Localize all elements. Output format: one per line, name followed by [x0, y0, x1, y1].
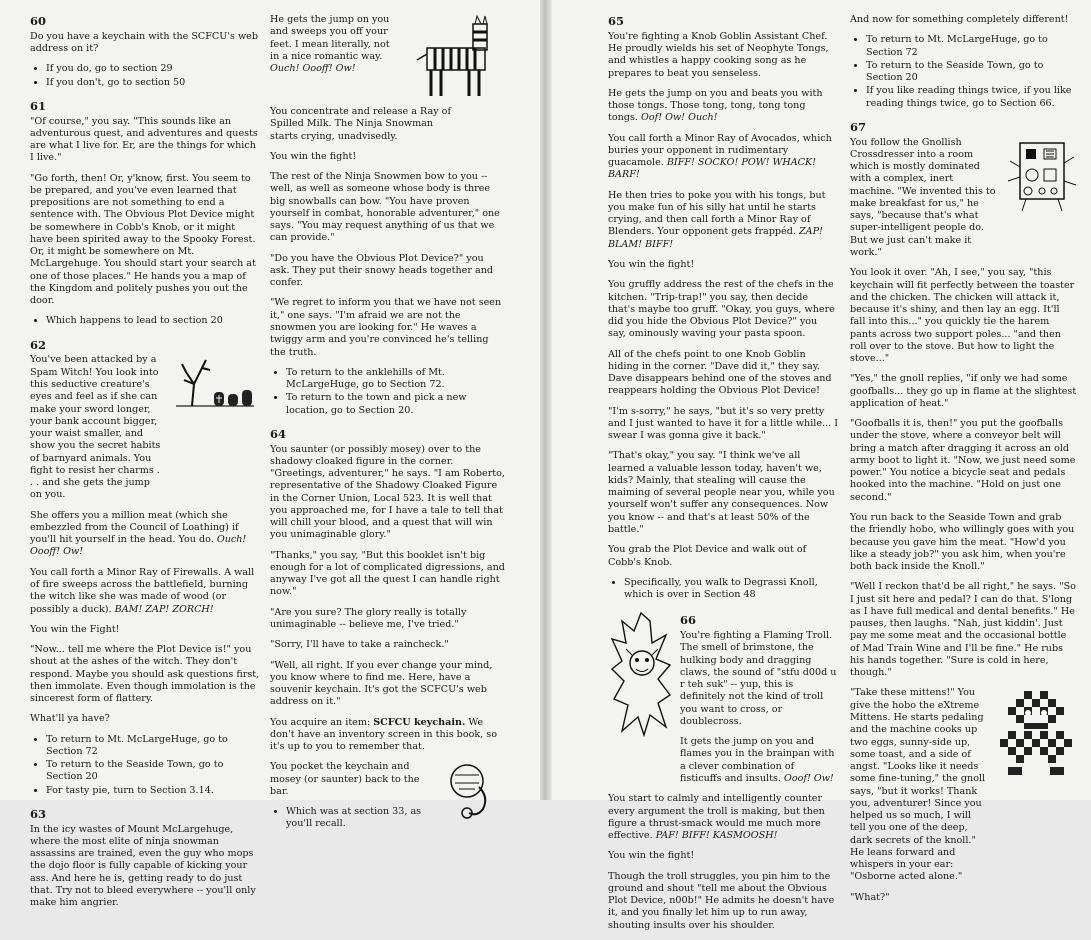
section-number: 61 — [30, 98, 47, 113]
section-number: 63 — [30, 806, 47, 821]
pinata-illustration — [405, 14, 505, 106]
emphasis-text: ZAP! BLAM! BIFF! — [608, 226, 823, 250]
choice-item[interactable]: • If you like reading things twice, if you like reading things twice, go to Section 66. — [866, 85, 1078, 110]
section-text: You're fighting a Knob Goblin Assistant Chef. He proudly wields his set of Neophyte Tongs, and whistles a happy cooking song as he prepares to beat you senseless. — [608, 30, 829, 79]
section-text: She offers you a million meat (which she embezzled from the Council of Loathing) if you'll hit yourself in the head. You do. Ouch! Oooff! Ow! — [30, 509, 247, 558]
section-text: You've been attacked by a Spam Witch! You look into this seductive creature's eyes and feel as if she can make your sword longer, your bank account bigger, your waist smaller, and show you the secret habits of barnyard animals. You fight to resist her charms . . . and she gets the jump on you. — [30, 354, 161, 501]
section-text: "That's okay," you say. "I think we've all learned a valuable lesson today, haven't we, kids? Mainly, that stealing will cause the maiming of several people near you, while you yourself won't suffer any consequences. Now you know -- and that's at least 50% of the battle." — [608, 450, 835, 536]
section-text: All of the chefs point to one Knob Goblin hiding in the corner. "Dave did it," they say. Dave disappears behind one of the stoves and reappears holding the Obvious Plot Device! — [608, 348, 832, 397]
section-text: "Well, all right. If you ever change your mind, you know where to find me. Here, have a souvenir keychain. It's got the SCFCU's web address on it." — [270, 659, 493, 708]
section-66 — [608, 609, 838, 932]
section-text: You win the Fight! — [30, 623, 120, 635]
section-text: You win the fight! — [608, 850, 695, 862]
section-text: You're fighting a Flaming Troll. The smell of brimstone, the hulking body and dragging claws, the sound of "stfu d00d u r teh suk" -- yup, this is definitely not the kind of troll you want to cross, or doublecross. — [680, 630, 837, 727]
choice-list — [270, 806, 437, 831]
section-61 — [30, 99, 260, 328]
choice-list — [30, 63, 260, 89]
choice-item[interactable]: • Which happens to lead to section 20 — [46, 315, 260, 327]
choice-list — [850, 34, 1078, 110]
choice-list — [608, 577, 838, 602]
section-text: He gets the jump on you and beats you with those tongs. Those tong, tong, tong tong tongs. Oof! Ow! Ouch! — [608, 87, 823, 124]
choice-item[interactable]: • For tasty pie, turn to Section 3.14. — [46, 785, 260, 797]
section-number: 62 — [30, 337, 47, 352]
section-64 — [270, 427, 505, 839]
section-text: You win the fight! — [270, 150, 357, 162]
section-62 — [30, 338, 260, 797]
section-text: You follow the Gnollish Crossdresser into a room which is mostly dominated with a complex, inert machine. "We invented this to make breakfast for us," he says, "because that's what super-intelligent people do. But we just can't make it work." — [850, 136, 996, 258]
book-gutter — [540, 0, 552, 800]
emphasis-text: BAM! ZAP! ZORCH! — [114, 603, 214, 615]
section-text: He gets the jump on you and sweeps you off your feet. I mean literally, not in a nice romantic way. Ouch! Oooff! Ow! — [270, 14, 390, 75]
section-text: You gruffly address the rest of the chefs in the kitchen. "Trip-trap!" you say, then decide that's maybe too gruff. "Okay, you guys, where did you hide the Obvious Plot Device?" you say, ominously waving your pasta spoon. — [608, 279, 835, 340]
section-number: 60 — [30, 14, 47, 28]
section-text: You grab the Plot Device and walk out of Cobb's Knob. — [608, 544, 807, 568]
section-text: You run back to the Seaside Town and grab the friendly hobo, who willingly goes with you because you gave him the meat. "How'd you like a steady job?" you ask him, when you're both back inside the Knoll." — [850, 512, 1075, 573]
choice-item[interactable]: • To return to the Seaside Town, go to Section 20 — [866, 60, 1078, 85]
section-number: 64 — [270, 426, 287, 441]
column-2 — [270, 14, 505, 845]
section-text: You look it over. "Ah, I see," you say, "this keychain will fit perfectly between the toaster and the chicken. The chicken will attack it, because it's shiny, and then lay an egg. It'll fall into this..." you quickly tie the harem pants across two support poles... "and then roll over to the stove. But how to light the stove..." — [850, 267, 1075, 365]
section-text: You saunter (or possibly mosey) over to the shadowy cloaked figure in the corner. "Greetings, adventurer," he says. "I am Roberto, representative of the Shadowy Cloaked Figure in the Corner Union, Local 523. It is well that you approached me, for I have a tale to tell that will chill your blood, and a quest that will win you unimaginable glory." — [270, 443, 505, 541]
section-text: "We regret to inform you that we have not seen it," one says. "I'm afraid we are not the snowmen you are looking for." He waves a twiggy arm and you're convinced he's telling the truth. — [270, 297, 502, 358]
choice-item[interactable]: • To return to the anklehills of Mt. McLargeHuge, go to Section 72. — [286, 367, 505, 392]
choice-item[interactable]: • Which was at section 33, as you'll recall. — [286, 806, 437, 831]
choice-item[interactable]: • Specifically, you walk to Degrassi Knoll, which is over in Section 48 — [624, 577, 838, 602]
choice-list — [270, 367, 505, 417]
column-1 — [30, 14, 260, 918]
section-text: "Goofballs it is, then!" you put the goofballs under the stove, where a conveyor belt will bring a match after dragging it across an old army boot to light it. "Now, we just need some power." You notice a bicycle seat and pedals hooked into the machine. "Hold on just one second." — [850, 418, 1076, 503]
flaming-troll-illustration — [608, 609, 674, 739]
choice-item[interactable]: • To return to the Seaside Town, go to Section 20 — [46, 759, 260, 784]
section-number: 65 — [608, 14, 625, 28]
section-number: 67 — [850, 119, 867, 134]
emphasis-text: Ouch! Oooff! Ow! — [270, 63, 356, 75]
choice-list — [30, 734, 260, 797]
section-text: "Well I reckon that'd be all right," he says. "So I just sit here and pedal? I can do that. S'long as I have full medical and dental benefits." He pauses, then laughs. "Nah, just kiddin'. Just pay me some meat and the occasional bottle of Mad Train Wine and I'll be fine." He rubs his hands together. "Sure is cold in here, though." — [850, 581, 1076, 679]
section-text: "Take these mittens!" You give the hobo the eXtreme Mittens. He starts pedaling and the machine cooks up two eggs, sunny-side up, some toast, and a side of angst. "Looks like it needs some fine-tuning," the gnoll says, "but it works! Thank you, adventurer! Since you helped us so much, I will tell you one of the deep, dark secrets of the knoll." He leans forward and whispers in your ear: "Osborne acted alone." — [850, 687, 986, 883]
section-text: "I'm s-sorry," he says, "but it's so very pretty and I just wanted to have it for a little while... I swear I was gonna give it back." — [608, 405, 839, 442]
hobo-illustration — [994, 687, 1078, 787]
section-text: You concentrate and release a Ray of Spilled Milk. The Ninja Snowman starts crying, unadvisedly. — [270, 106, 452, 142]
section-text: Do you have a keychain with the SCFCU's web address on it? — [30, 30, 258, 54]
section-text: "Thanks," you say, "But this booklet isn't big enough for a lot of complicated digressions, and anyway I've got all the quest I can handle right now." — [270, 549, 505, 598]
keychain-illustration — [443, 761, 505, 821]
choice-list — [30, 315, 260, 327]
choice-item[interactable]: • To return to Mt. McLargeHuge, go to Section 72 — [46, 734, 260, 759]
emphasis-text: BIFF! SOCKO! POW! WHACK! BARF! — [608, 157, 816, 181]
section-text: You pocket the keychain and mosey (or saunter) back to the bar. — [270, 761, 420, 797]
section-60 — [30, 14, 260, 89]
section-text: He then tries to poke you with his tongs, but you make fun of his silly hat until he starts crying, and then call forth a Minor Ray of Blenders. Your opponent gets frappéd. ZAP! BLAM! BIFF! — [608, 189, 826, 250]
choice-item[interactable]: • If you don't, go to section 50 — [46, 77, 260, 89]
choice-item[interactable]: • If you do, go to section 29 — [46, 63, 260, 75]
emphasis-text: Ooof! Ow! — [783, 772, 834, 784]
section-text: You start to calmly and intelligently counter every argument the troll is making, but then figure a thrust-smack would me much more effective. PAF! BIFF! KASMOOSH! — [608, 793, 825, 842]
section-63 — [30, 807, 260, 910]
section-text: Though the troll struggles, you pin him to the ground and shout "tell me about the Obvious Plot Device, n00b!" He admits he doesn't have it, and you finally let him up to run away, shouting insults over his shoulder. — [608, 870, 835, 931]
section-text: You call forth a Minor Ray of Firewalls. A wall of fire sweeps across the battlefield, burning the witch like she was made of wood (or possibly a duck). BAM! ZAP! ZORCH! — [30, 566, 255, 615]
section-text: "Sorry, I'll have to take a raincheck." — [270, 639, 449, 651]
section-text: In the icy wastes of Mount McLargehuge, where the most elite of ninja snowman assassins are trained, even the guy who mops the dojo floor is fully capable of kicking your ass. And here he is, getting ready to do just that. Try not to bleed everywhere -- you'll only make him angrier. — [30, 823, 256, 909]
section-text: You call forth a Minor Ray of Avocados, which buries your opponent in rudimentary guacamole. BIFF! SOCKO! POW! WHACK! BARF! — [608, 132, 832, 181]
section-text: "Now... tell me where the Plot Device is!" you shout at the ashes of the witch. They don't respond. Maybe you should ask questions first, then immolate. Even though immolation is the sincerest form of flattery. — [30, 644, 260, 705]
section-number: 66 — [680, 613, 697, 628]
item-name: SCFCU keychain. — [373, 716, 466, 728]
tree-and-graves-illustration — [170, 354, 260, 412]
choice-item[interactable]: • To return to the town and pick a new location, go to Section 20. — [286, 392, 505, 417]
section-text: What'll ya have? — [30, 713, 110, 725]
section-text: It gets the jump on you and flames you in the brainpan with a clever combination of fisticuffs and insults. Ooof! Ow! — [680, 736, 835, 784]
section-text: And now for something completely different! — [850, 14, 1069, 25]
section-text: "Go forth, then! Or, y'know, first. You seem to be prepared, and you've even learned that prepositions are not something to end a sentence with. The Obvious Plot Device might be somewhere in Cobb's Knob, or it might have been spirited away to the Spooky Forest. Or, it might be somewhere on Mt. McLargehuge. You should start your search at one of those places." He hands you a map of the Kingdom and politely pushes you out the door. — [30, 172, 256, 307]
section-65 — [608, 14, 838, 601]
section-67 — [850, 120, 1078, 904]
section-text: "Are you sure? The glory really is totally unimaginable -- believe me, I've tried." — [270, 606, 467, 631]
section-text: You acquire an item: SCFCU keychain. We don't have an inventory screen in this book, so it's up to you to remember that. — [270, 716, 497, 753]
emphasis-text: Oof! Ow! Ouch! — [641, 112, 718, 124]
column-3 — [608, 14, 838, 940]
section-text: "Yes," the gnoll replies, "if only we had some goofballs... they go up in flame at the slightest application of heat." — [850, 373, 1077, 409]
section-text: You win the fight! — [608, 258, 695, 270]
column-4 — [850, 14, 1078, 912]
breakfast-machine-illustration — [1006, 137, 1078, 213]
emphasis-text: Ouch! Oooff! Ow! — [30, 534, 247, 558]
section-text: The rest of the Ninja Snowmen bow to you -- well, as well as someone whose body is three big snowballs can bow. "You have proven yourself in combat, honorable adventurer," one says. "You may request anything of us that we can provide." — [270, 171, 500, 244]
section-text: "Do you have the Obvious Plot Device?" you ask. They put their snowy heads together and confer. — [270, 252, 494, 289]
section-text: "Of course," you say. "This sounds like an adventurous quest, and adventures and quests are what I live for. Er, are the things for which I live." — [30, 115, 258, 164]
section-text: "What?" — [850, 891, 890, 903]
emphasis-text: PAF! BIFF! KASMOOSH! — [655, 830, 778, 842]
choice-item[interactable]: • To return to Mt. McLargeHuge, go to Section 72 — [866, 34, 1078, 59]
